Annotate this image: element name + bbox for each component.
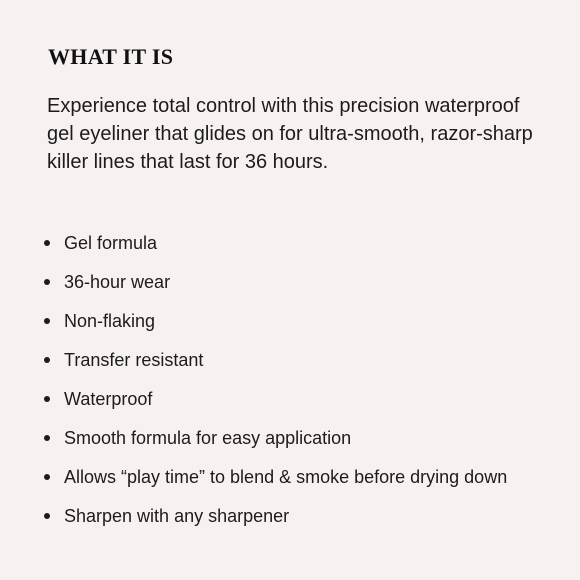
feature-item <box>40 308 540 334</box>
feature-text: Waterproof <box>64 389 153 409</box>
feature-text: Gel formula <box>64 233 158 253</box>
feature-item <box>40 386 540 412</box>
bullet-dot-icon <box>44 513 50 519</box>
feature-list <box>40 230 540 542</box>
bullet-dot-icon <box>44 279 50 285</box>
section-heading: WHAT IT IS <box>48 44 174 69</box>
feature-text: Non-flaking <box>64 311 156 331</box>
bullet-dot-icon <box>44 396 50 402</box>
feature-text: Transfer resistant <box>64 350 204 370</box>
feature-text: 36-hour wear <box>64 272 171 292</box>
bullet-dot-icon <box>44 474 50 480</box>
feature-text: Allows “play time” to blend & smoke before drying down <box>64 467 508 487</box>
feature-item <box>40 464 540 490</box>
feature-item <box>40 425 540 451</box>
feature-text: Smooth formula for easy application <box>64 428 352 448</box>
feature-item <box>40 347 540 373</box>
feature-item <box>40 503 540 529</box>
bullet-dot-icon <box>44 435 50 441</box>
bullet-dot-icon <box>44 357 50 363</box>
bullet-dot-icon <box>44 240 50 246</box>
feature-item <box>40 230 540 256</box>
feature-item <box>40 269 540 295</box>
bullet-dot-icon <box>44 318 50 324</box>
feature-text: Sharpen with any sharpener <box>64 506 290 526</box>
product-description: Experience total control with this precision waterproof gel eyeliner that glides on for ultra-smooth, razor-sharp killer lines that last for 36 hours. <box>47 95 533 173</box>
